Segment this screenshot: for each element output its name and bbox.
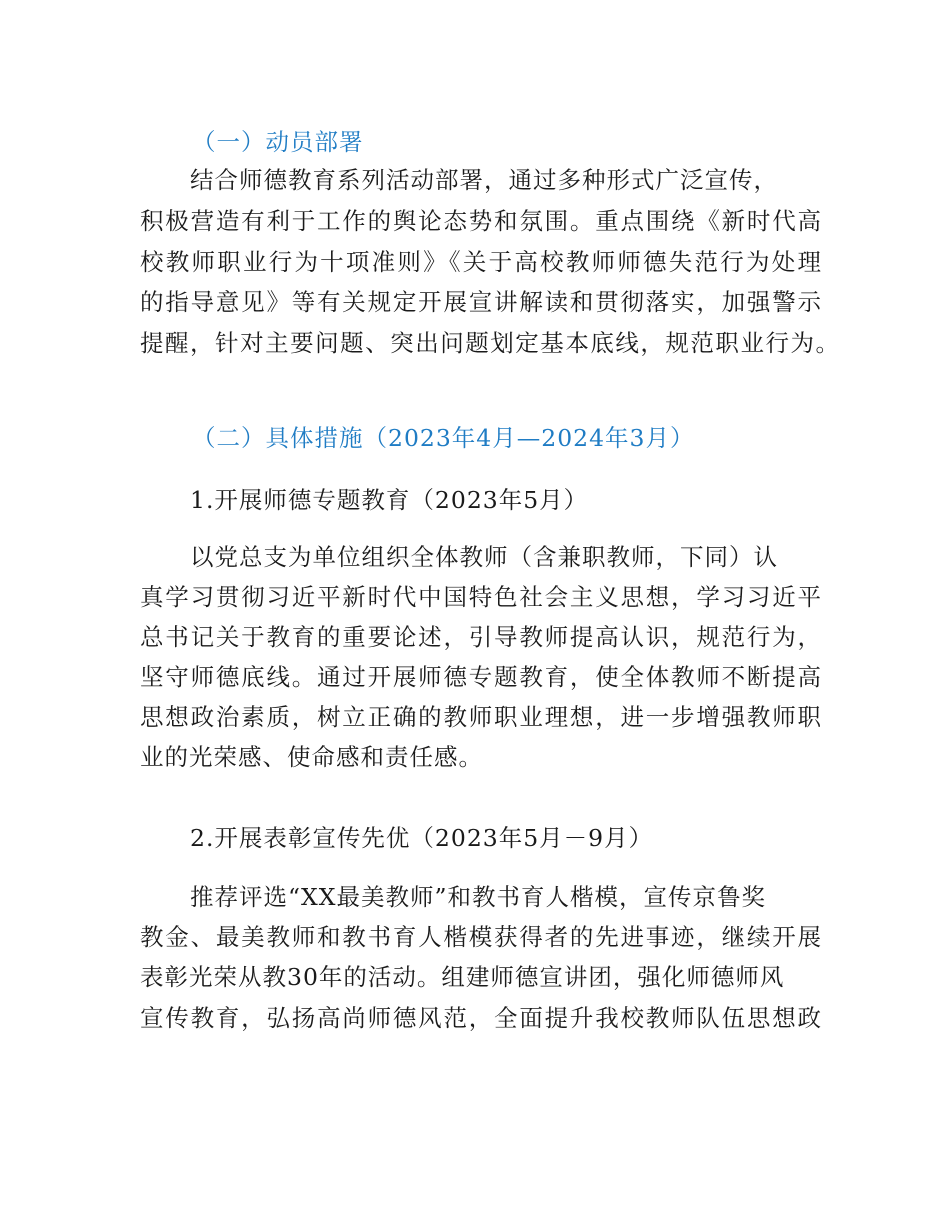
paragraph-line: 坚守师德底线。通过开展师德专题教育，使全体教师不断提高 xyxy=(140,663,822,691)
item-title: 1.开展师德专题教育（2023年5月） xyxy=(190,486,589,514)
paragraph-line: 教金、最美教师和教书育人楷模获得者的先进事迹，继续开展 xyxy=(140,923,822,951)
item-title: 2.开展表彰宣传先优（2023年5月－9月） xyxy=(190,824,654,852)
paragraph-line: 积极营造有利于工作的舆论态势和氛围。重点围绕《新时代高 xyxy=(140,207,822,235)
paragraph-line: 结合师德教育系列活动部署，通过多种形式广泛宣传， xyxy=(190,166,778,194)
heading-mobilization: （一）动员部署 xyxy=(192,128,364,156)
paragraph-line: 业的光荣感、使命感和责任感。 xyxy=(140,743,483,771)
paragraph-line: 真学习贯彻习近平新时代中国特色社会主义思想，学习习近平 xyxy=(140,583,822,611)
paragraph-line: 总书记关于教育的重要论述，引导教师提高认识，规范行为， xyxy=(140,623,822,651)
paragraph-line: 的指导意见》等有关规定开展宣讲解读和贯彻落实，加强警示 xyxy=(140,288,822,316)
paragraph-line: 校教师职业行为十项准则》《关于高校教师师德失范行为处理 xyxy=(140,248,822,276)
heading-measures: （二）具体措施（2023年4月—2024年3月） xyxy=(192,424,695,452)
paragraph-line: 表彰光荣从教30年的活动。组建师德宣讲团，强化师德师风 xyxy=(140,963,785,991)
paragraph-line: 思想政治素质，树立正确的教师职业理想，进一步增强教师职 xyxy=(140,703,822,731)
paragraph-line: 推荐评选“XX最美教师”和教书育人楷模，宣传京鲁奖 xyxy=(190,883,766,911)
paragraph-line: 提醒，针对主要问题、突出问题划定基本底线，规范职业行为。 xyxy=(140,329,840,357)
paragraph-line: 宣传教育，弘扬高尚师德风范，全面提升我校教师队伍思想政 xyxy=(140,1004,822,1032)
paragraph-line: 以党总支为单位组织全体教师（含兼职教师，下同）认 xyxy=(190,543,778,571)
